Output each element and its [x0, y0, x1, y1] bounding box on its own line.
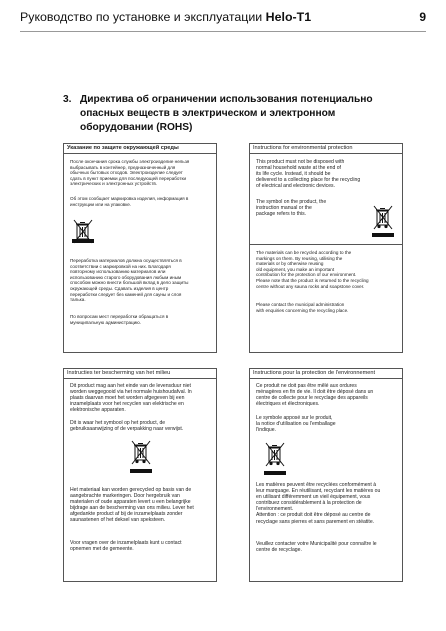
env-box-ru-para4: По вопросам мест переработки обращаться в муниципальную администрацию.: [70, 314, 169, 325]
page-header-title: [20, 10, 400, 24]
env-box-fr: [249, 368, 403, 582]
section-title: Директива об ограничении использования потенциально опасных веществ в электрическом и электронном оборудовании (ROHS): [80, 94, 373, 133]
env-box-en-heading: Instructions for environmental protection: [250, 144, 402, 154]
env-box-nl: [63, 368, 217, 582]
marking-black-bar: [372, 233, 394, 237]
env-box-en-divider: [250, 244, 402, 245]
env-box-ru-para1: После окончания срока службы электроизделие нельзя выбрасывать в контейнер, предназначенный для обычных бытовых отходов. Электроизделие следует сдать в пункт приемки для последующей переработки электрических и электронных устройств.: [70, 159, 190, 187]
env-box-ru-para3: Переработка материалов должна осуществляться в соответствии с маркировкой на них. Благодаря повторному использованию материалов или использованию старого оборудования любым иным способом можно внести большой вклад в дело защиты окружающей среды. Сдавать изделия в центр переработки следует без каменей для сауны и слоя талька.: [70, 258, 189, 303]
crossed-out-wheelie-bin-icon: [130, 439, 152, 469]
env-box-fr-para2: Le symbole apposé sur le produit, la notice d'utilisation ou l'emballage l'indique.: [256, 415, 336, 434]
section-number: 3.: [63, 94, 72, 105]
header-model-name: Helo-T1: [265, 10, 312, 24]
env-box-en-para3: The materials can be recycled according to the markings on them. By reusing, utilising the materials or by otherwise reusing old equipment, you make an important contribution for the protection of our environment. Please note that the product is returned to the recycling centre without any sauna rocks and soapstone cover.: [256, 250, 369, 289]
env-box-en-para4: Please contact the municipal administration with enquiries concerning the recycling place.: [256, 302, 349, 313]
crossed-out-wheelie-bin-icon: [372, 204, 394, 234]
env-box-fr-para3: Les matières peuvent être recyclées conformément à leur marquage. En réutilisant, recyclant les matières ou en utilisant différemment un vieil équipement, vous contribuez considérablement à la protection de l'environnement. Attention : ce produit doit être déposé au centre de recyclage sans pierres et sans parement en stéatite.: [256, 482, 381, 525]
env-box-ru: [63, 143, 217, 353]
marking-black-bar: [72, 239, 94, 243]
marking-black-bar: [264, 471, 286, 475]
crossed-out-wheelie-bin-icon: [72, 218, 94, 248]
env-box-nl-para3: Het materiaal kan worden gerecycled op basis van de aangebrachte markeringen. Door hergebruik van materialen of oude apparaten levert u een belangrijke bijdrage aan de bescherming van ons milieu. Lever het afgedankte product af bij de inzamelplaats zonder saunastenen of het deksel van speksteen.: [70, 487, 194, 524]
crossed-out-wheelie-bin-icon: [264, 441, 286, 471]
env-box-en-para1: This product must not be disposed with normal household waste at the end of its life cycle. Instead, it should be delivered to a collecting place for the recycling of electrical and electronic devices.: [256, 159, 361, 190]
header-title-prefix: Руководство по установке и эксплуатации: [20, 10, 266, 24]
env-box-fr-para4: Veuillez contacter votre Municipalité pour connaître le centre de recyclage.: [256, 541, 377, 554]
env-box-en: [249, 143, 403, 353]
env-box-nl-para1: Dit product mag aan het einde van de levensduur niet worden weggegooid via het normale huishoudafval. In plaats daarvan moet het worden afgegeven bij een inzamelplaats voor het recyclen van elektrische en elektronische apparaten.: [70, 383, 192, 414]
env-box-nl-para4: Voor vragen over de inzamelplaats kunt u contact opnemen met de gemeente.: [70, 540, 182, 553]
env-box-nl-para2: Dit is waar het symbool op het product, de gebruiksaanwijzing of de verpakking naar verwijst.: [70, 420, 184, 433]
marking-black-bar: [130, 469, 152, 473]
env-box-nl-heading: Instructies ter bescherming van het milieu: [64, 369, 216, 379]
page-number: 9: [419, 10, 426, 24]
env-box-ru-heading: Указание по защите окружающей среды: [64, 144, 216, 154]
env-box-ru-para2: Об этом сообщает маркировка изделия, информация в инструкции или на упаковке.: [70, 196, 189, 207]
env-box-fr-heading: Instructions pour la protection de l'environnement: [250, 369, 402, 379]
env-box-fr-para1: Ce produit ne doit pas être mêlé aux ordures ménagères en fin de vie. Il doit être déposé dans un centre de collecte pour le recyclage des appareils électriques et électroniques.: [256, 383, 374, 408]
header-divider: [20, 31, 426, 32]
env-box-en-para2: The symbol on the product, the instruction manual or the package refers to this.: [256, 199, 327, 218]
